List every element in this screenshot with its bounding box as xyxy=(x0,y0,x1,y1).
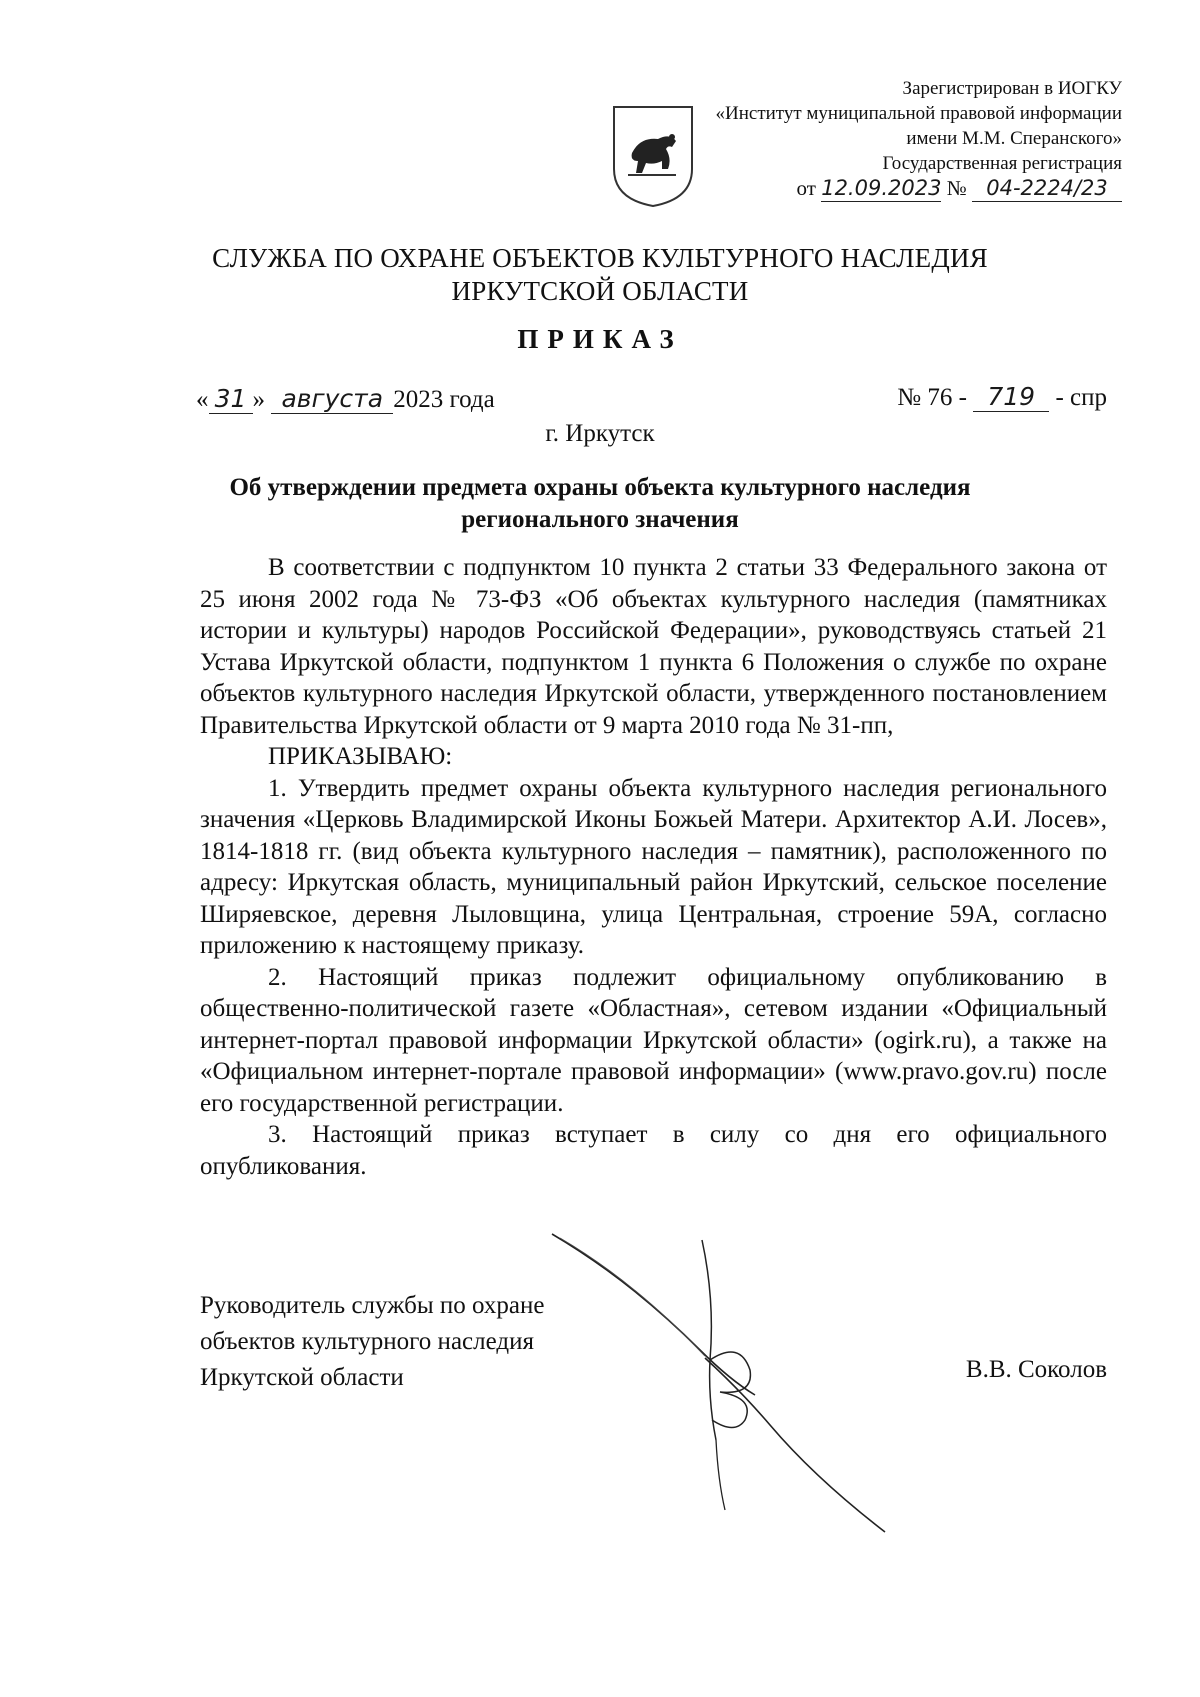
body-item-1: 1. Утвердить предмет охраны объекта культурного наследия регионального значения «Церковь Владимирской Иконы Божьей Матери. Архитектор А.И. Лосев», 1814-1818 гг. (вид объекта культурного наследия – памятник), расположенного по адресу: Иркутская область, муниципальный район Иркутский, сельское поселение Ширяевское, деревня Лыловщина, улица Центральная, строение 59А, согласно приложению к настоящему приказу. xyxy=(200,774,1107,959)
agency-line-2: ИРКУТСКОЙ ОБЛАСТИ xyxy=(451,276,749,306)
registration-line-4: Государственная регистрация xyxy=(882,153,1122,174)
signatory-position-line-3: Иркутской области xyxy=(200,1364,404,1391)
subject-line-2: регионального значения xyxy=(461,506,739,533)
order-number xyxy=(897,382,1107,412)
registration-from-label: от xyxy=(796,176,816,200)
signatory-position-line-1: Руководитель службы по охране xyxy=(200,1292,545,1319)
date-day: 31 xyxy=(209,384,253,414)
body-item-2: 2. Настоящий приказ подлежит официальному опубликованию в общественно-политической газете «Областная», сетевом издании «Официальный интернет-портал правовой информации Иркутской области» (ogirk.ru), а также на «Официальном интернет-портале правовой информации» (www.pravo.gov.ru) после его государственной регистрации. xyxy=(200,963,1107,1117)
signatory-name: В.В. Соколов xyxy=(965,1356,1107,1383)
registration-line-1: Зарегистрирован в ИОГКУ xyxy=(902,78,1122,99)
order-number-suffix: - спр xyxy=(1055,384,1107,411)
order-title: ПРИКАЗ xyxy=(517,324,683,354)
date-open-quote: « xyxy=(196,386,209,413)
signatory-position xyxy=(200,1288,544,1396)
handwritten-signature-icon xyxy=(540,1220,910,1540)
agency-line-1: СЛУЖБА ПО ОХРАНЕ ОБЪЕКТОВ КУЛЬТУРНОГО НАСЛЕДИЯ xyxy=(212,243,988,273)
order-subject xyxy=(150,472,1050,536)
date-month: августа xyxy=(271,384,393,414)
registration-line-2: «Институт муниципальной правовой информации xyxy=(715,103,1122,124)
signatory-position-line-2: объектов культурного наследия xyxy=(200,1328,534,1355)
body-preamble: В соответствии с подпунктом 10 пункта 2 статьи 33 Федерального закона от 25 июня 2002 года № 73-ФЗ «Об объектах культурного наследия (памятниках истории и культуры) народов Российской Федерации», руководствуясь статьей 21 Устава Иркутской области, подпунктом 1 пункта 6 Положения о службе по охране объектов культурного наследия Иркутской области, утвержденного постановлением Правительства Иркутской области от 9 марта 2010 года № 31-пп, xyxy=(200,554,1107,739)
registration-number: 04-2224/23 xyxy=(972,176,1122,202)
order-city: г. Иркутск xyxy=(545,420,655,447)
body-order-word: ПРИКАЗЫВАЮ: xyxy=(268,743,453,770)
registration-line-3: имени М.М. Сперанского» xyxy=(906,128,1122,149)
subject-line-1: Об утверждении предмета охраны объекта культурного наследия xyxy=(229,474,971,501)
registration-number-line xyxy=(652,176,1122,202)
registration-stamp xyxy=(652,76,1122,202)
date-close-quote: » xyxy=(252,386,265,413)
order-number-value: 719 xyxy=(973,382,1049,412)
order-body xyxy=(200,552,1107,1182)
body-item-3: 3. Настоящий приказ вступает в силу со дня его официального опубликования. xyxy=(200,1121,1107,1180)
agency-heading xyxy=(0,242,1200,308)
registration-date: 12.09.2023 xyxy=(821,176,942,200)
date-year: 2023 года xyxy=(393,386,495,413)
order-number-prefix: № 76 - xyxy=(897,384,967,411)
registration-no-label: № xyxy=(946,176,967,200)
order-date xyxy=(196,384,495,414)
